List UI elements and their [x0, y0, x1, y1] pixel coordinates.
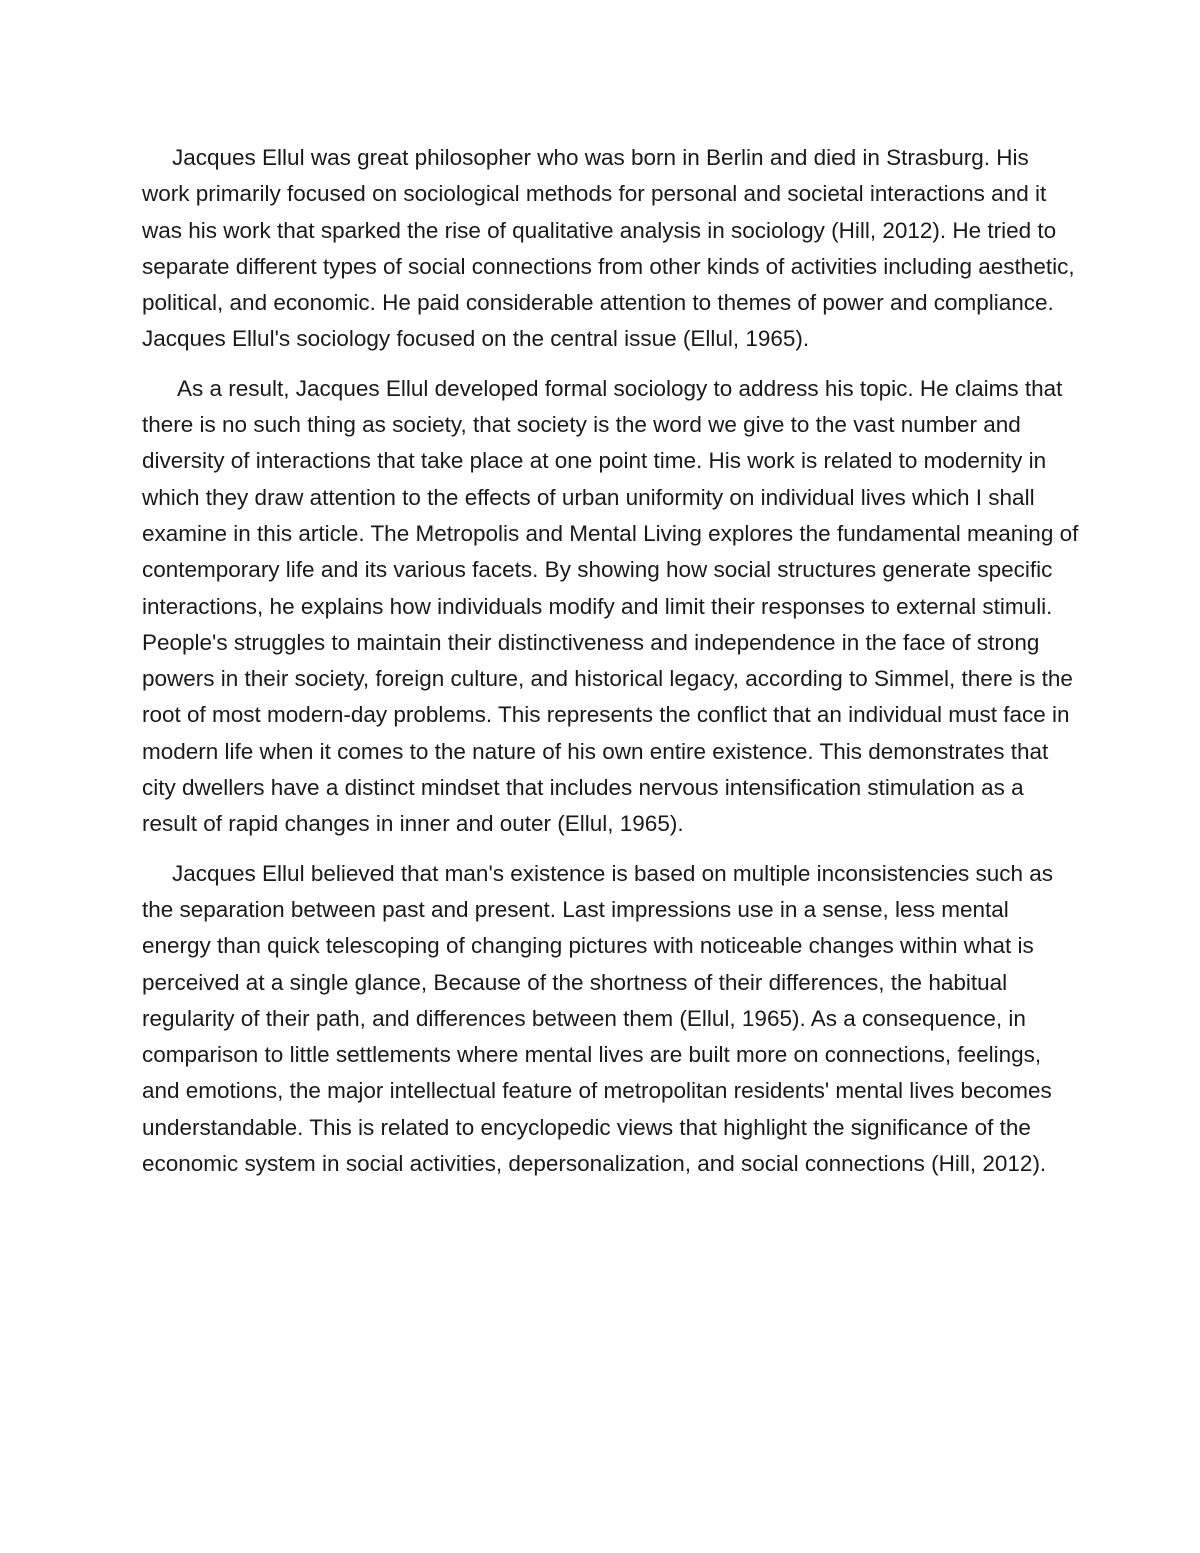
- paragraph-3: Jacques Ellul believed that man's existence is based on multiple inconsistencies such as the separation between past and present. Last impressions use in a sense, less mental energy than quick telescoping of changing pictures with noticeable changes within what is perceived at a single glance, Because of the shortness of their differences, the habitual regularity of their path, and differences between them (Ellul, 1965). As a consequence, in comparison to little settlements where mental lives are built more on connections, feelings, and emotions, the major intellectual feature of metropolitan residents' mental lives becomes understandable. This is related to encyclopedic views that highlight the significance of the economic system in social activities, depersonalization, and social connections (Hill, 2012).: [142, 860, 1054, 1177]
- document-body: [142, 140, 1082, 1195]
- paragraph-1: Jacques Ellul was great philosopher who was born in Berlin and died in Strasburg. His work primarily focused on sociological methods for personal and societal interactions and it was his work that sparked the rise of qualitative analysis in sociology (Hill, 2012). He tried to separate different types of social connections from other kinds of activities including aesthetic, political, and economic. He paid considerable attention to themes of power and compliance. Jacques Ellul's sociology focused on the central issue (Ellul, 1965).: [142, 145, 1075, 352]
- paragraph-2: As a result, Jacques Ellul developed formal sociology to address his topic. He claims that there is no such thing as society, that society is the word we give to the vast number and diversity of interactions that take place at one point time. His work is related to modernity in which they draw attention to the effects of urban uniformity on individual lives which I shall examine in this article. The Metropolis and Mental Living explores the fundamental meaning of contemporary life and its various facets. By showing how social structures generate specific interactions, he explains how individuals modify and limit their responses to external stimuli. People's struggles to maintain their distinctiveness and independence in the face of strong powers in their society, foreign culture, and historical legacy, according to Simmel, there is the root of most modern-day problems. This represents the conflict that an individual must face in modern life when it comes to the nature of his own entire existence. This demonstrates that city dwellers have a distinct mindset that includes nervous intensification stimulation as a result of rapid changes in inner and outer (Ellul, 1965).: [142, 375, 1079, 837]
